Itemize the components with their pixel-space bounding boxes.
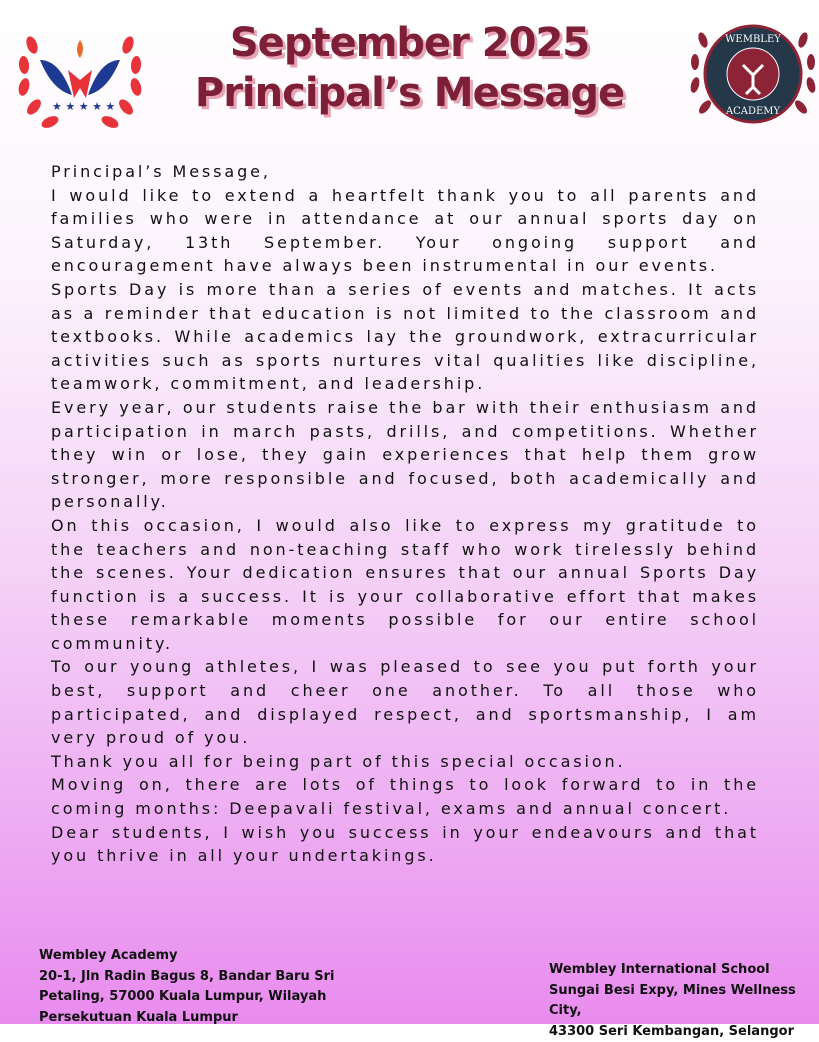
footer-line: 20-1, Jln Radin Bagus 8, Bandar Baru Sri	[39, 967, 334, 988]
title-line-heading: Principal’s Message	[0, 68, 819, 118]
message-paragraph: Dear students, I wish you success in your endeavours and that you thrive in all your undertakings.	[51, 821, 759, 868]
footer-line: Persekutuan Kuala Lumpur	[39, 1008, 334, 1029]
footer-line: Wembley Academy	[39, 946, 334, 967]
message-paragraph: Moving on, there are lots of things to look forward to in the coming months: Deepavali festival, exams and annual concert.	[51, 773, 759, 820]
message-paragraph: Thank you all for being part of this special occasion.	[51, 750, 759, 774]
seal-text-top: WEMBLEY	[725, 34, 781, 45]
title-line-month: September 2025	[0, 18, 819, 68]
footer-address-international-school	[549, 960, 819, 1042]
message-paragraph: Sports Day is more than a series of events and matches. It acts as a reminder that education is not limited to the classroom and textbooks. While academics lay the groundwork, extracurricular activities such as sports nurtures vital qualities like discipline, teamwork, commitment, and leadership.	[51, 278, 759, 396]
seal-text-bottom: ACADEMY	[725, 106, 781, 117]
message-paragraph: I would like to extend a heartfelt thank you to all parents and families who were in attendance at our annual sports day on Saturday, 13th September. Your ongoing support and encouragement have always been instrumental in our events.	[51, 184, 759, 278]
salutation: Principal’s Message,	[51, 160, 759, 184]
footer-line: 43300 Seri Kembangan, Selangor	[549, 1022, 819, 1042]
footer-line: Petaling, 57000 Kuala Lumpur, Wilayah	[39, 987, 334, 1008]
message-body	[51, 160, 759, 868]
message-paragraph: To our young athletes, I was pleased to see you put forth your best, support and cheer one another. To all those who participated, and displayed respect, and sportsmanship, I am very proud of you.	[51, 655, 759, 749]
wembley-academy-seal-logo	[683, 10, 819, 135]
message-paragraph: On this occasion, I would also like to express my gratitude to the teachers and non-teaching staff who work tirelessly behind the scenes. Your dedication ensures that our annual Sports Day function is a success. It is your collaborative effort that makes these remarkable moments possible for our entire school community.	[51, 514, 759, 656]
footer-line: Wembley International School	[549, 960, 819, 981]
svg-text:★ ★ ★ ★ ★: ★ ★ ★ ★ ★	[52, 100, 115, 113]
message-paragraph: Every year, our students raise the bar with their enthusiasm and participation in march pasts, drills, and competitions. Whether they win or lose, they gain experiences that help them grow stronger, more responsible and focused, both academically and personally.	[51, 396, 759, 514]
footer-line: Sungai Besi Expy, Mines Wellness City,	[549, 981, 819, 1022]
footer-address-academy	[39, 946, 334, 1028]
